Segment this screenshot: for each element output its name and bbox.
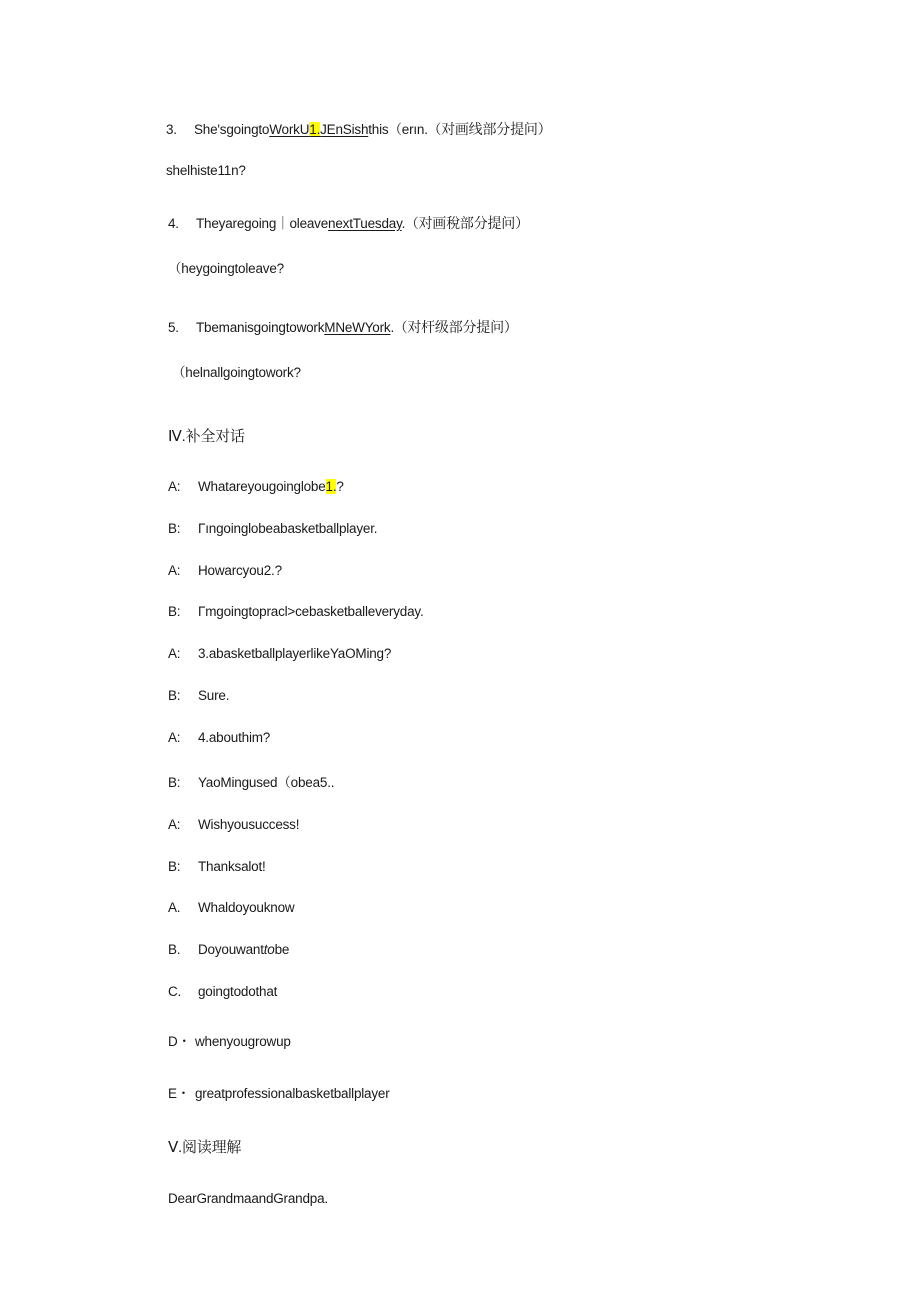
dialog-text: YaoMingused（obea5.. [198, 775, 335, 790]
dialog-text: Γıngoinglobeabasketballplayer. [198, 521, 378, 536]
option-text: goingtodothat [198, 984, 278, 999]
dialog-line [168, 771, 334, 791]
dialog-text: Howarcyou2.? [198, 563, 282, 578]
underlined-text: WorkU [269, 122, 310, 137]
question-3 [166, 118, 551, 139]
dialog-line [168, 688, 229, 703]
option-text: Doyouwant [198, 942, 264, 957]
letter-greeting: DearGrandmaandGrandpa. [168, 1191, 328, 1206]
section-5-title: Ⅴ.阅读理解 [168, 1139, 242, 1156]
question-text: .（ [390, 320, 408, 335]
option-label: E・ [168, 1086, 191, 1101]
option-item [168, 984, 277, 999]
instruction-text: 对杆级部分提问） [407, 320, 518, 336]
speaker-label: A: [168, 817, 181, 832]
speaker-label: B: [168, 775, 181, 790]
option-item [168, 900, 294, 915]
dialog-text: Whatareyougoinglobe [198, 479, 326, 494]
option-text: be [274, 942, 290, 957]
dialog-line [168, 817, 299, 832]
dialog-line [168, 521, 377, 536]
option-item [168, 1082, 390, 1102]
dialog-text: 3.abasketballplayerlikeYaOMing? [198, 646, 392, 661]
question-text: She'sgoingto [194, 122, 270, 137]
option-text: greatprofessionalbasketballplayer [195, 1086, 390, 1101]
question-text: Theyaregoing｜oleave [196, 216, 329, 231]
dialog-text: Sure. [198, 688, 230, 703]
section-4-title: Ⅳ.补全对话 [168, 428, 245, 445]
underlined-text: MNeWYork [324, 320, 391, 335]
dialog-line [168, 646, 391, 661]
speaker-label: A: [168, 563, 181, 578]
option-label: C. [168, 984, 182, 999]
instruction-text: 对画线部分提问） [441, 122, 552, 138]
question-text: .（ [401, 216, 419, 231]
question-number: 5. [168, 320, 179, 335]
underlined-text: nextTuesday [328, 216, 402, 231]
answer-line-5: （helnallgoingtowork? [172, 365, 301, 380]
dialog-line [168, 604, 424, 619]
option-item [168, 1030, 291, 1050]
dialog-line [168, 859, 266, 874]
dialog-text: ? [336, 479, 344, 494]
dialog-text: Wishyousuccess! [198, 817, 300, 832]
question-5 [168, 316, 518, 337]
option-item [168, 942, 289, 957]
speaker-label: B: [168, 604, 181, 619]
speaker-label: A: [168, 730, 181, 745]
blank-marker: 1. [325, 479, 337, 494]
dialog-line [168, 563, 282, 578]
option-label: A. [168, 900, 181, 915]
answer-line-4: （heygoingtoleave? [168, 261, 284, 276]
question-number: 4. [168, 216, 179, 231]
dialog-text: 4.abouthim? [198, 730, 271, 745]
question-4 [168, 212, 529, 233]
speaker-label: B: [168, 859, 181, 874]
option-label: B. [168, 942, 181, 957]
answer-line-3: shelhiste11n? [166, 163, 246, 178]
dialog-line [168, 730, 270, 745]
blank-marker: 1. [309, 122, 321, 137]
speaker-label: B: [168, 521, 181, 536]
question-text: Tbemanisgoingtowork [196, 320, 325, 335]
option-text: whenyougrowup [195, 1034, 291, 1049]
dialog-line [168, 479, 344, 494]
speaker-label: B: [168, 688, 181, 703]
option-text: Whaldoyouknow [198, 900, 295, 915]
speaker-label: A: [168, 479, 181, 494]
dialog-text: Γmgoingtopracl>cebasketballeveryday. [198, 604, 424, 619]
speaker-label: A: [168, 646, 181, 661]
option-label: D・ [168, 1034, 191, 1049]
question-text: this（erın.（ [368, 122, 442, 137]
question-number: 3. [166, 122, 177, 137]
instruction-text: 对画稅部分提问） [418, 216, 529, 232]
option-text-italic: to [263, 942, 275, 957]
underlined-text: JEnSish [320, 122, 369, 137]
dialog-text: Thanksalot! [198, 859, 266, 874]
